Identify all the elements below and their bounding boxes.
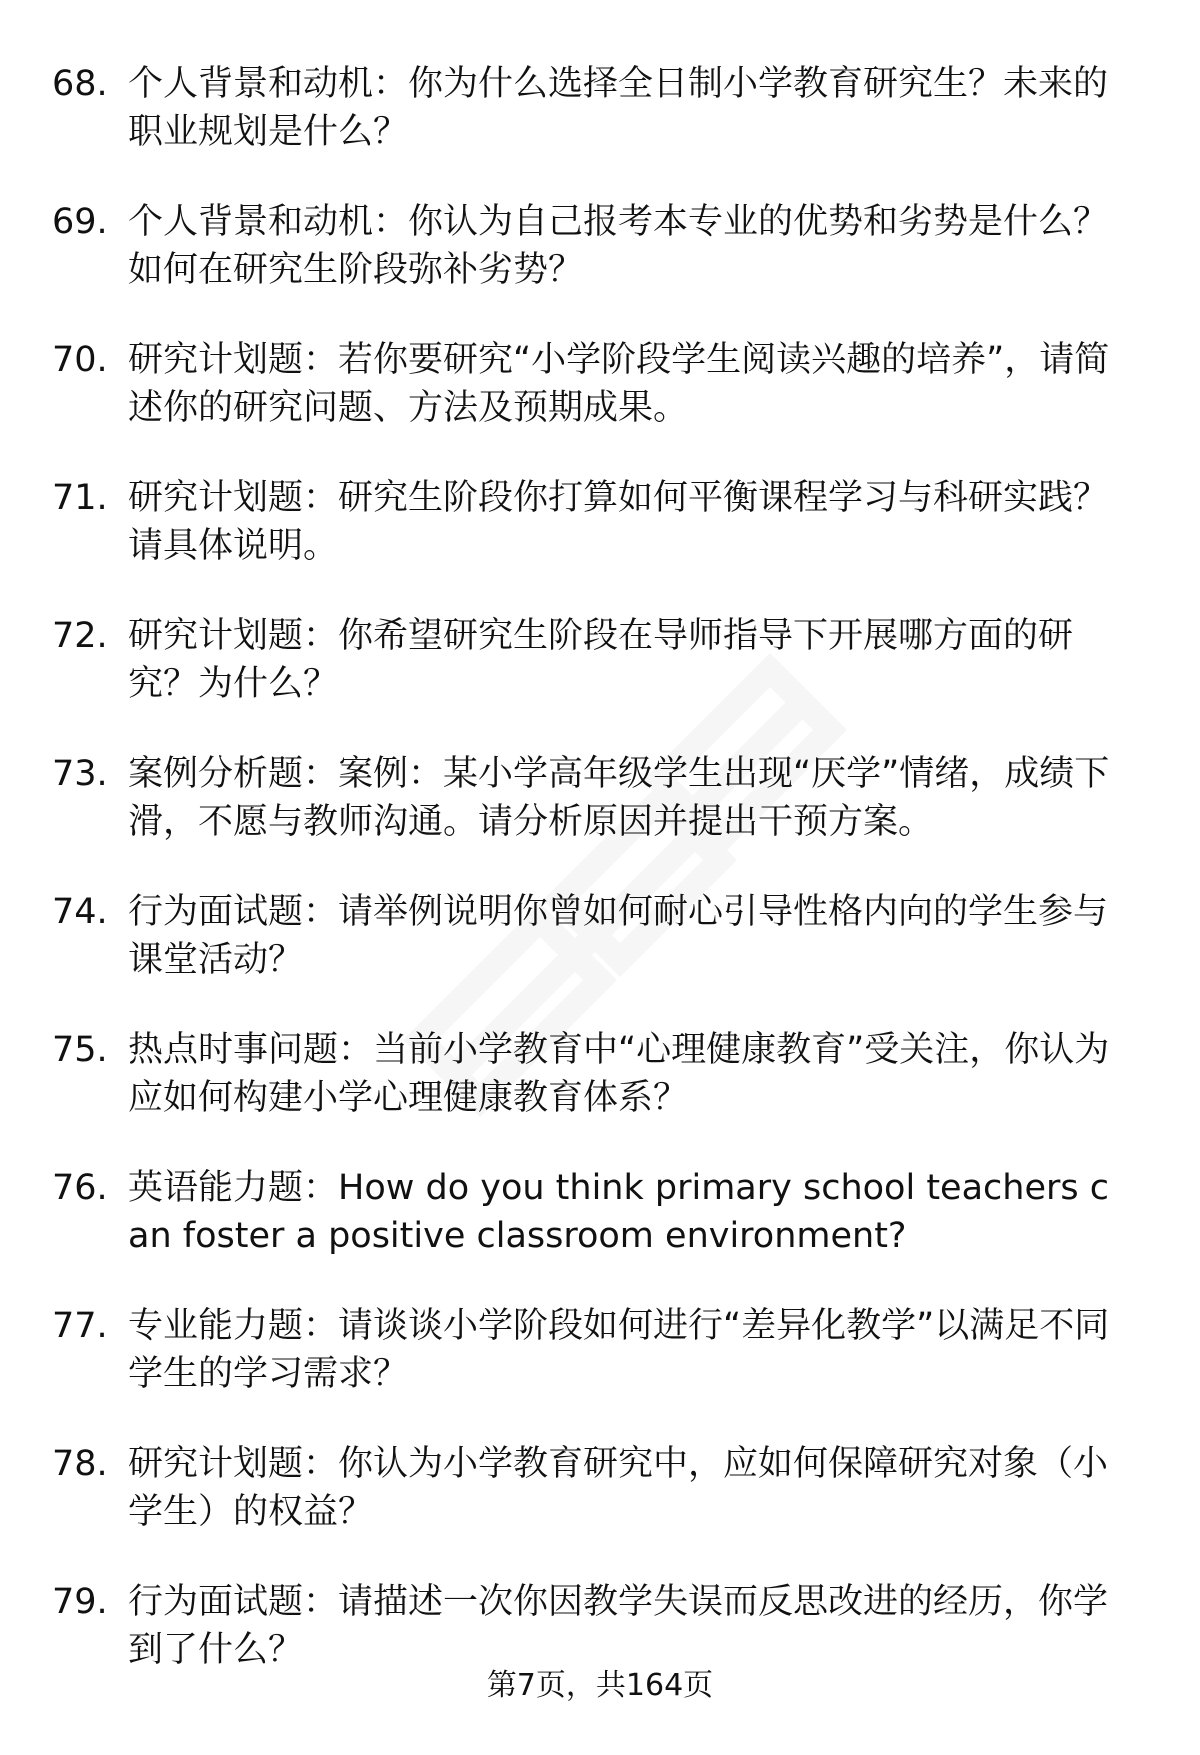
question-number: 76. (52, 1168, 108, 1208)
question-text: 研究计划题：你希望研究生阶段在导师指导下开展哪方面的研究？为什么？ (128, 616, 1074, 704)
question-text: 个人背景和动机：你认为自己报考本专业的优势和劣势是什么？如何在研究生阶段弥补劣势？ (128, 202, 1109, 290)
question-text: 热点时事问题：当前小学教育中“心理健康教育”受关注，你认为应如何构建小学心理健康教育体系？ (128, 1030, 1110, 1118)
question-item (52, 1440, 1152, 1536)
question-number: 68. (52, 64, 108, 104)
question-item (52, 198, 1152, 294)
question-text: 案例分析题：案例：某小学高年级学生出现“厌学”情绪，成绩下滑，不愿与教师沟通。请分析原因并提出干预方案。 (128, 754, 1110, 842)
question-number: 78. (52, 1444, 108, 1484)
question-number: 77. (52, 1306, 108, 1346)
page-number-footer: 第7页，共164页 (486, 1668, 714, 1703)
question-item (52, 1302, 1152, 1398)
question-list (52, 60, 1152, 1716)
question-number: 72. (52, 616, 108, 656)
question-text: 研究计划题：你认为小学教育研究中，应如何保障研究对象（小学生）的权益？ (128, 1444, 1109, 1532)
question-number: 73. (52, 754, 108, 794)
question-item (52, 750, 1152, 846)
question-text: 英语能力题：How do you think primary school teachers can foster a positive classroom environment? (128, 1168, 1109, 1256)
question-item (52, 474, 1152, 570)
question-text: 研究计划题：若你要研究“小学阶段学生阅读兴趣的培养”，请简述你的研究问题、方法及预期成果。 (128, 340, 1110, 428)
question-item (52, 888, 1152, 984)
question-text: 个人背景和动机：你为什么选择全日制小学教育研究生？未来的职业规划是什么？ (128, 64, 1109, 152)
question-text: 行为面试题：请描述一次你因教学失误而反思改进的经历，你学到了什么？ (128, 1582, 1109, 1670)
question-item (52, 1578, 1152, 1674)
question-text: 行为面试题：请举例说明你曾如何耐心引导性格内向的学生参与课堂活动？ (128, 892, 1109, 980)
question-item (52, 60, 1152, 156)
question-item (52, 1164, 1152, 1260)
question-number: 79. (52, 1582, 108, 1622)
question-number: 74. (52, 892, 108, 932)
question-text: 研究计划题：研究生阶段你打算如何平衡课程学习与科研实践？请具体说明。 (128, 478, 1109, 566)
question-number: 71. (52, 478, 108, 518)
question-item (52, 336, 1152, 432)
question-text: 专业能力题：请谈谈小学阶段如何进行“差异化教学”以满足不同学生的学习需求？ (128, 1306, 1110, 1394)
question-number: 75. (52, 1030, 108, 1070)
question-item (52, 612, 1152, 708)
question-number: 69. (52, 202, 108, 242)
question-number: 70. (52, 340, 108, 380)
question-item (52, 1026, 1152, 1122)
